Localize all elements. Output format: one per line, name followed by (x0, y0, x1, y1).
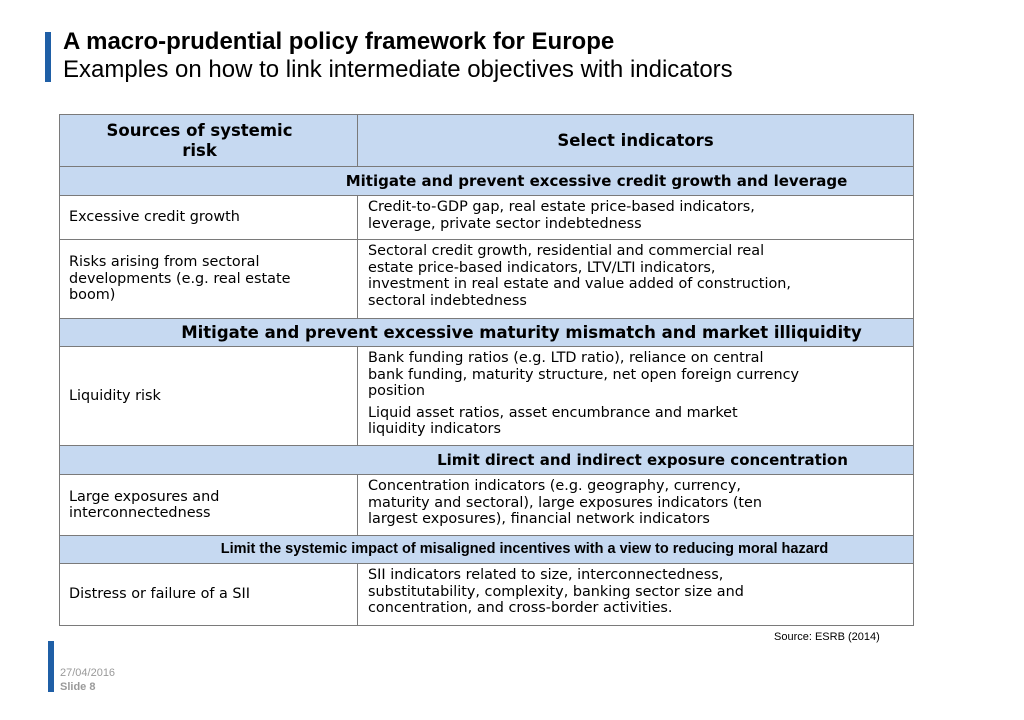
indicator-line: investment in real estate and value added of construction, (368, 276, 791, 292)
footer-accent-bar (48, 641, 54, 692)
source-line: interconnectedness (69, 505, 211, 521)
source-line: Distress or failure of a SII (69, 586, 251, 603)
title-accent-bar (45, 32, 51, 82)
table-row (60, 196, 913, 240)
section-heading: Mitigate and prevent excessive credit growth and leverage (60, 167, 913, 196)
indicator-cell (358, 475, 913, 535)
indicators-table (59, 114, 914, 626)
indicator-cell (358, 564, 913, 625)
section-heading: Limit direct and indirect exposure concentration (60, 446, 913, 475)
table-header-row (60, 115, 913, 167)
header-sources (60, 115, 358, 166)
table-row (60, 240, 913, 319)
slide-number: Slide 8 (60, 681, 96, 693)
indicator-line: Concentration indicators (e.g. geography, currency, (368, 478, 741, 494)
indicator-line: Credit-to-GDP gap, real estate price-based indicators, (368, 199, 755, 215)
source-line: boom) (69, 287, 116, 303)
table-row (60, 347, 913, 446)
indicator-cell (358, 347, 913, 445)
source-line: developments (e.g. real estate (69, 270, 291, 287)
indicator-cell (358, 240, 913, 318)
slide-subtitle: Examples on how to link intermediate objectives with indicators (63, 56, 733, 83)
source-cell (60, 475, 358, 535)
indicator-line: leverage, private sector indebtedness (368, 215, 642, 232)
source-cell (60, 564, 358, 625)
section-heading: Limit the systemic impact of misaligned incentives with a view to reducing moral hazard (60, 536, 913, 564)
indicator-line: estate price-based indicators, LTV/LTI indicators, (368, 259, 716, 276)
source-cell (60, 347, 358, 445)
indicator-line: sectoral indebtedness (368, 292, 527, 309)
source-note: Source: ESRB (2014) (774, 631, 880, 643)
source-line: Large exposures and (69, 488, 220, 505)
footer-date: 27/04/2016 (60, 667, 116, 679)
header-indicators: Select indicators (557, 131, 714, 150)
header-sources-line: risk (182, 141, 217, 160)
section-heading: Mitigate and prevent excessive maturity mismatch and market illiquidity (60, 319, 913, 347)
indicator-line: Sectoral credit growth, residential and commercial real (368, 243, 765, 259)
table-row (60, 475, 913, 536)
source-line: Liquidity risk (69, 387, 161, 404)
table-row (60, 564, 913, 625)
source-line: Risks arising from sectoral (69, 254, 260, 270)
header-sources-line: Sources of systemic (106, 121, 293, 140)
source-cell (60, 240, 358, 318)
indicator-line: liquidity indicators (368, 421, 501, 437)
indicator-line: Liquid asset ratios, asset encumbrance and market (368, 404, 738, 421)
source-cell (60, 196, 358, 239)
slide-title: A macro-prudential policy framework for Europe (63, 28, 615, 55)
indicator-line: bank funding, maturity structure, net open foreign currency (368, 366, 800, 383)
indicator-line: Bank funding ratios (e.g. LTD ratio), reliance on central (368, 350, 764, 366)
indicator-cell (358, 196, 913, 239)
indicator-line: substitutability, complexity, banking sector size and (368, 583, 744, 600)
indicator-line: concentration, and cross-border activities. (368, 600, 673, 616)
indicator-line: largest exposures), financial network indicators (368, 511, 710, 527)
indicator-line: SII indicators related to size, interconnectedness, (368, 567, 724, 583)
indicator-line: maturity and sectoral), large exposures indicators (ten (368, 494, 762, 511)
source-line: Excessive credit growth (69, 209, 240, 226)
indicator-line: position (368, 383, 426, 399)
